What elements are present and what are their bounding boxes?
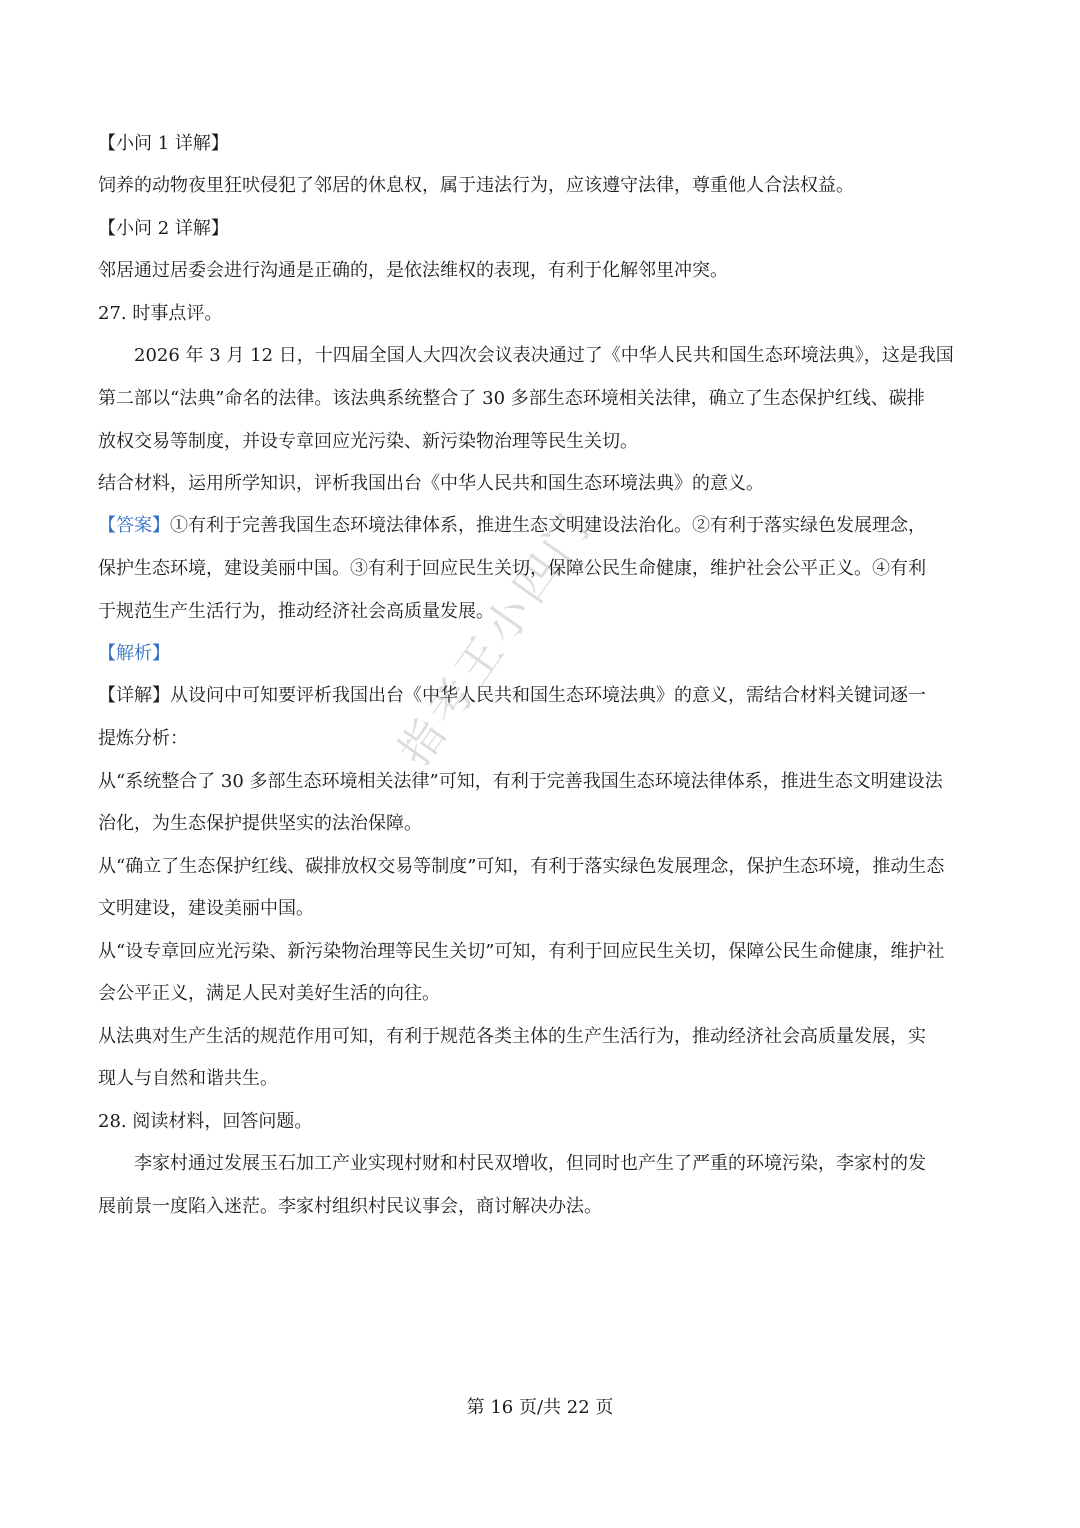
detail-line: 提炼分析： <box>98 728 188 749</box>
detail-line: 从“设专章回应光污染、新污染物治理等民生关切”可知，有利于回应民生关切，保障公民生命健康，维护社 <box>98 941 945 962</box>
detail-line <box>98 684 988 708</box>
detail-line: 文明建设，建设美丽中国。 <box>98 898 314 919</box>
detail-line: 治化，为生态保护提供坚实的法治保障。 <box>98 813 422 834</box>
answer-text: ①有利于完善我国生态环境法律体系，推进生态文明建设法治化。②有利于落实绿色发展理念， <box>170 515 926 536</box>
q27-title: 27. 时事点评。 <box>98 303 223 324</box>
detail-text: 从设问中可知要评析我国出台《中华人民共和国生态环境法典》的意义，需结合材料关键词逐一 <box>170 685 926 706</box>
q27-material-line: 第二部以“法典”命名的法律。该法典系统整合了 30 多部生态环境相关法律，确立了生态保护红线、碳排 <box>98 388 925 409</box>
q28-material-line: 展前景一度陷入迷茫。李家村组织村民议事会，商讨解决办法。 <box>98 1196 602 1217</box>
detail-line: 从“系统整合了 30 多部生态环境相关法律”可知，有利于完善我国生态环境法律体系，推进生态文明建设法 <box>98 771 943 792</box>
sub1-heading: 【小问 1 详解】 <box>98 133 229 154</box>
q27-material-line: 放权交易等制度，并设专章回应光污染、新污染物治理等民生关切。 <box>98 431 638 452</box>
q28-material-line: 李家村通过发展玉石加工产业实现村财和村民双增收，但同时也产生了严重的环境污染，李家村的发 <box>134 1153 926 1174</box>
answer-line: 于规范生产生活行为，推动经济社会高质量发展。 <box>98 601 494 622</box>
detail-line: 从法典对生产生活的规范作用可知，有利于规范各类主体的生产生活行为，推动经济社会高质量发展，实 <box>98 1026 926 1047</box>
page-footer: 第 16 页/共 22 页 <box>466 1397 614 1418</box>
q27-question: 结合材料，运用所学知识，评析我国出台《中华人民共和国生态环境法典》的意义。 <box>98 473 764 494</box>
sub1-text: 饲养的动物夜里狂吠侵犯了邻居的休息权，属于违法行为，应该遵守法律，尊重他人合法权益。 <box>98 175 854 196</box>
q27-material-line: 2026 年 3 月 12 日，十四届全国人大四次会议表决通过了《中华人民共和国生态环境法典》，这是我国 <box>134 345 954 366</box>
sub2-heading: 【小问 2 详解】 <box>98 218 229 239</box>
answer-tag: 【答案】 <box>98 515 170 536</box>
q28-title: 28. 阅读材料，回答问题。 <box>98 1111 313 1132</box>
watermark: 指考王小四门 <box>389 500 603 776</box>
sub2-text: 邻居通过居委会进行沟通是正确的，是依法维权的表现，有利于化解邻里冲突。 <box>98 260 728 281</box>
answer-line: 保护生态环境，建设美丽中国。③有利于回应民生关切，保障公民生命健康，维护社会公平正义。④有利 <box>98 558 926 579</box>
detail-line: 会公平正义，满足人民对美好生活的向往。 <box>98 983 440 1004</box>
detail-line: 从“确立了生态保护红线、碳排放权交易等制度”可知，有利于落实绿色发展理念，保护生态环境，推动生态 <box>98 856 945 877</box>
detail-tag: 【详解】 <box>98 685 170 706</box>
analysis-tag: 【解析】 <box>98 643 170 664</box>
detail-line: 现人与自然和谐共生。 <box>98 1068 278 1089</box>
answer-line <box>98 514 988 538</box>
